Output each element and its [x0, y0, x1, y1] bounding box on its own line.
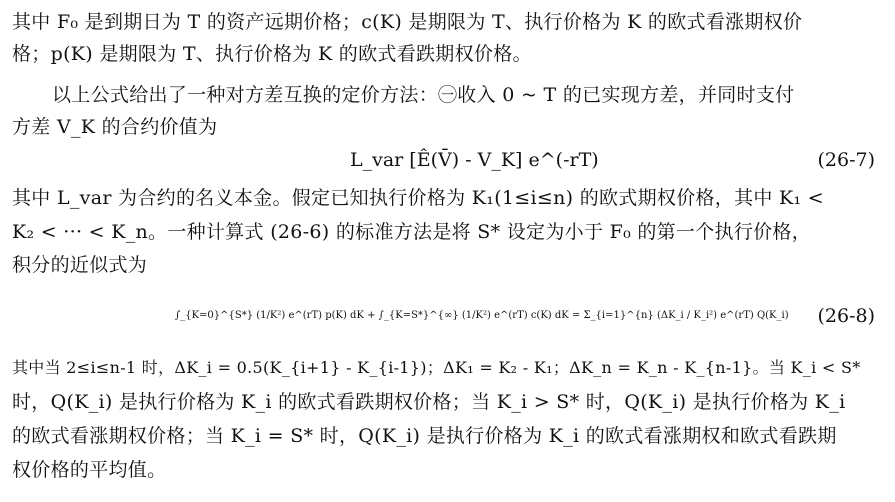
- paragraph-line-3: 以上公式给出了一种对方差互换的定价方法：㊀收入 0 ~ T 的已实现方差，并同时支付: [52, 84, 795, 106]
- paragraph-line-10: 的欧式看涨期权价格；当 K_i = S* 时，Q(K_i) 是执行价格为 K_i 的欧式看涨期权和欧式看跌期: [12, 425, 837, 447]
- paragraph-line-5: 其中 L_var 为合约的名义本金。假定已知执行价格为 K₁(1≤i≤n) 的欧式期权价格，其中 K₁ <: [12, 187, 825, 209]
- paragraph-line-7: 积分的近似式为: [12, 254, 148, 276]
- paragraph-line-4: 方差 V_K 的合约价值为: [12, 116, 218, 138]
- paragraph-line-11: 权价格的平均值。: [12, 459, 167, 481]
- paragraph-line-8: 其中当 2≤i≤n-1 时，ΔK_i = 0.5(K_{i+1} - K_{i-1})；ΔK₁ = K₂ - K₁；ΔK_n = K_n - K_{n-1}。当 K_i < S*: [12, 358, 861, 377]
- paragraph-line-2: 格；p(K) 是期限为 T、执行价格为 K 的欧式看跌期权价格。: [12, 43, 532, 65]
- paragraph-line-9: 时，Q(K_i) 是执行价格为 K_i 的欧式看跌期权价格；当 K_i > S* 时，Q(K_i) 是执行价格为 K_i: [12, 391, 846, 413]
- equation-26-7: L_var [Ê(V̄) - V_K] e^(-rT): [350, 149, 599, 171]
- paragraph-line-1: 其中 F₀ 是到期日为 T 的资产远期价格；c(K) 是期限为 T、执行价格为 K 的欧式看涨期权价: [12, 11, 803, 33]
- equation-number-26-8: (26-8): [817, 305, 875, 327]
- equation-number-26-7: (26-7): [817, 149, 875, 171]
- paragraph-line-6: K₂ < ··· < K_n。一种计算式 (26-6) 的标准方法是将 S* 设定为小于 F₀ 的第一个执行价格，: [12, 221, 812, 243]
- equation-26-8: ∫_{K=0}^{S*} (1/K²) e^(rT) p(K) dK + ∫_{K=S*}^{∞} (1/K²) e^(rT) c(K) dK = Σ_{i=1}^{n} (ΔK_i / K_i²) e^(rT) Q(K_i): [175, 310, 789, 321]
